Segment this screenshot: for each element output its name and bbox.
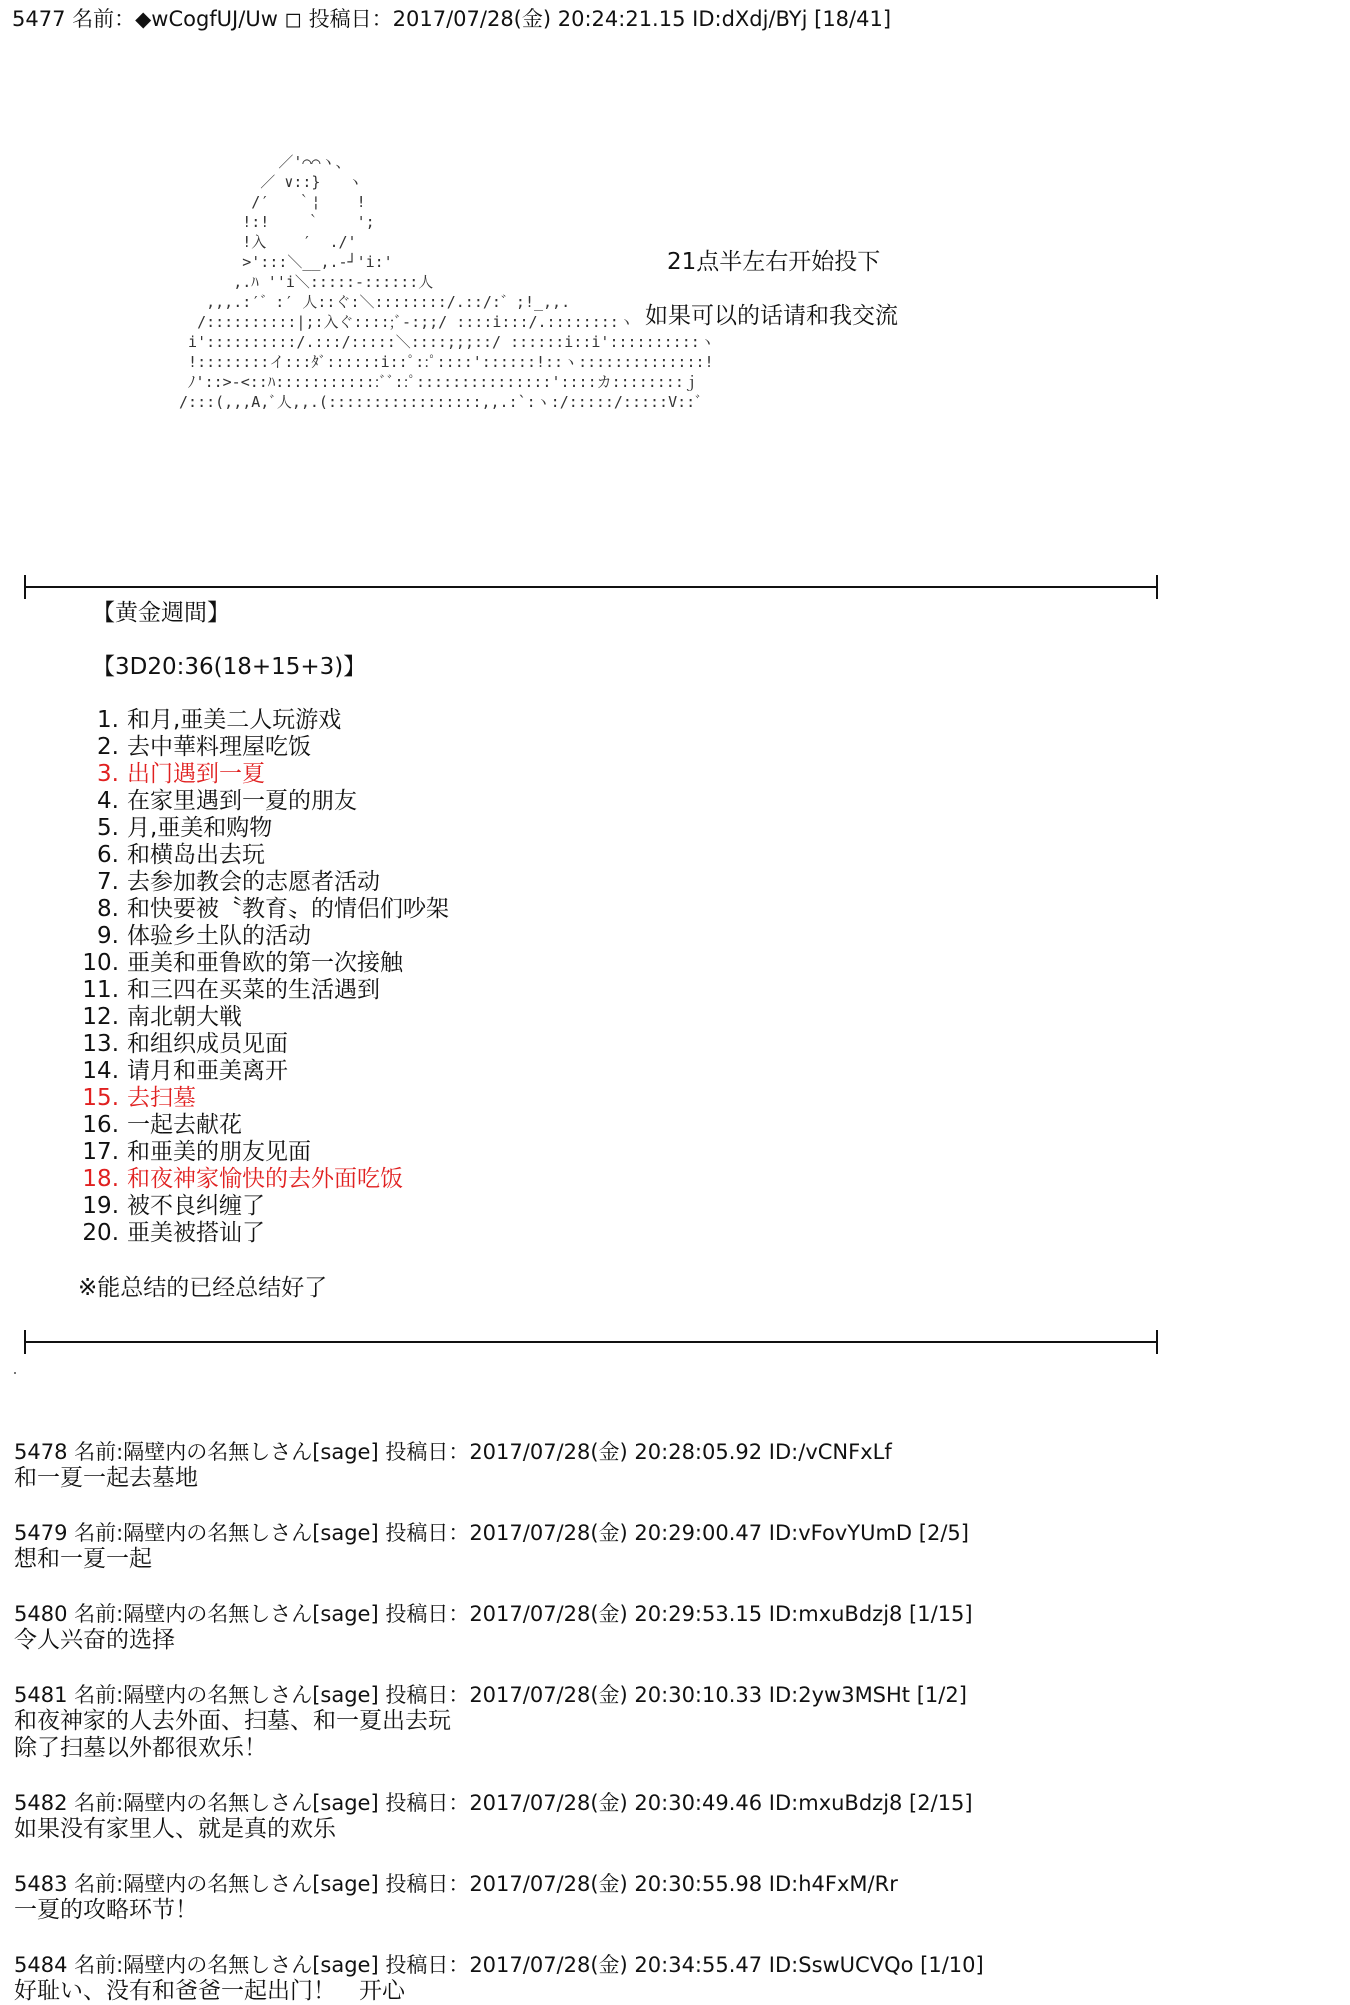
reply-5483 — [14, 1871, 898, 1924]
event-list-item — [78, 1004, 449, 1031]
event-number: 10. — [82, 950, 119, 976]
ascii-art-figure: ／'⌒⌒ヽ、 ／ ∨::} ヽ /′ ｀¦ ! !:! ｀ '; !入 ′ ./' >':::＼__,.-┘'i:' ,.ﾊ ''i＼:::::-::::::人 ,,,.:′゛:′ 人::ぐ:＼::::::::/.::/:゛;!_,,. /::::::::::|;:入ぐ::::;ﾞ-:;;/ ::::i:::/.::::::::ヽ i'::::::::::/.:::/:::::＼::::;;;::/ ::::::i::i'::::::::::ヽ !::::::::イ:::ﾀﾞ::::::i::ﾟ::ﾟ::::'::::::!::ヽ::::::::::::::! ﾉ'::>-<::ﾊ::::::::::::ﾞﾞ::ﾟ:::::::::::::::'::::カ::::::::ｊ /:::(,,,A,ﾞ人,,.(:::::::::::::::::,,.:`:ヽ:/:::::/:::::V::ﾞ — [179, 153, 715, 411]
event-list-item — [78, 950, 449, 977]
event-text: 和三四在买菜的生活遇到 — [127, 977, 380, 1003]
event-list-item — [78, 1031, 449, 1058]
event-number: 20. — [82, 1220, 119, 1246]
event-number: 11. — [82, 977, 119, 1003]
dice-result: 【3D20:36(18+15+3)】 — [92, 654, 367, 680]
reply-line: 好耻い、没有和爸爸一起出门！ 开心 — [14, 1978, 405, 2004]
event-text: 去扫墓 — [127, 1085, 196, 1111]
reply-line: 除了扫墓以外都很欢乐！ — [14, 1735, 267, 1761]
reply-header: 5479 名前:隔壁内の名無しさん[sage] 投稿日：2017/07/28(金) 20:29:00.47 ID:vFovYUmD [2/5] — [14, 1521, 969, 1545]
contact-note: 如果可以的话请和我交流 — [645, 303, 898, 329]
event-list-item — [78, 923, 449, 950]
event-list-item — [78, 1139, 449, 1166]
event-list-item — [78, 707, 449, 734]
reply-header: 5481 名前:隔壁内の名無しさん[sage] 投稿日：2017/07/28(金) 20:30:10.33 ID:2yw3MSHt [1/2] — [14, 1683, 967, 1707]
event-text: 亜美被搭讪了 — [127, 1220, 265, 1246]
event-number: 3. — [97, 761, 119, 787]
event-list-item — [78, 1193, 449, 1220]
reply-5481 — [14, 1682, 967, 1762]
event-number: 8. — [97, 896, 119, 922]
reply-5478 — [14, 1439, 892, 1492]
event-number: 6. — [97, 842, 119, 868]
event-number: 13. — [82, 1031, 119, 1057]
reply-header: 5484 名前:隔壁内の名無しさん[sage] 投稿日：2017/07/28(金) 20:34:55.47 ID:SswUCVQo [1/10] — [14, 1953, 984, 1977]
reply-line: 一夏的攻略环节！ — [14, 1897, 198, 1923]
event-number: 2. — [97, 734, 119, 760]
reply-line: 想和一夏一起 — [14, 1546, 152, 1572]
event-text: 去参加教会的志愿者活动 — [127, 869, 380, 895]
event-number: 5. — [97, 815, 119, 841]
event-number: 16. — [82, 1112, 119, 1138]
stray-dot — [14, 1372, 16, 1374]
event-text: 月,亜美和购物 — [127, 815, 273, 841]
event-list-item — [78, 977, 449, 1004]
reply-5482 — [14, 1790, 973, 1843]
event-text: 出门遇到一夏 — [127, 761, 265, 787]
event-text: 一起去献花 — [127, 1112, 242, 1138]
reply-5484 — [14, 1952, 984, 2005]
event-number: 9. — [97, 923, 119, 949]
event-list — [78, 707, 449, 1247]
event-list-item — [78, 1085, 449, 1112]
separator-bottom — [16, 1322, 1166, 1362]
event-list-item — [78, 1166, 449, 1193]
event-text: 和亜美的朋友见面 — [127, 1139, 311, 1165]
event-number: 18. — [82, 1166, 119, 1192]
event-list-item — [78, 1112, 449, 1139]
event-text: 亜美和亜鲁欧的第一次接触 — [127, 950, 403, 976]
summary-note: ※能总结的已经总结好了 — [78, 1275, 328, 1301]
event-text: 和横岛出去玩 — [127, 842, 265, 868]
event-list-item — [78, 1058, 449, 1085]
event-list-item — [78, 869, 449, 896]
event-text: 体验乡土队的活动 — [127, 923, 311, 949]
reply-5480 — [14, 1601, 973, 1654]
event-text: 和月,亜美二人玩游戏 — [127, 707, 342, 733]
section-title: 【黄金週間】 — [92, 600, 230, 626]
reply-5479 — [14, 1520, 969, 1573]
event-list-item — [78, 842, 449, 869]
schedule-note: 21点半左右开始投下 — [667, 249, 881, 275]
event-text: 被不良纠缠了 — [127, 1193, 265, 1219]
event-text: 去中華料理屋吃饭 — [127, 734, 311, 760]
event-number: 7. — [97, 869, 119, 895]
event-text: 南北朝大戦 — [127, 1004, 242, 1030]
event-list-item — [78, 788, 449, 815]
event-text: 请月和亜美离开 — [127, 1058, 288, 1084]
event-number: 12. — [82, 1004, 119, 1030]
event-text: 在家里遇到一夏的朋友 — [127, 788, 357, 814]
event-list-item — [78, 896, 449, 923]
event-number: 4. — [97, 788, 119, 814]
event-list-item — [78, 761, 449, 788]
reply-header: 5482 名前:隔壁内の名無しさん[sage] 投稿日：2017/07/28(金) 20:30:49.46 ID:mxuBdzj8 [2/15] — [14, 1791, 973, 1815]
reply-line: 和夜神家的人去外面、扫墓、和一夏出去玩 — [14, 1708, 451, 1734]
event-text: 和快要被〝教育〟的情侣们吵架 — [127, 896, 449, 922]
event-number: 14. — [82, 1058, 119, 1084]
post-5477-header: 5477 名前：◆wCogfUJ/Uw ◻ 投稿日：2017/07/28(金) 20:24:21.15 ID:dXdj/BYj [18/41] — [12, 7, 892, 31]
event-number: 19. — [82, 1193, 119, 1219]
event-number: 1. — [97, 707, 119, 733]
reply-line: 令人兴奋的选择 — [14, 1627, 175, 1653]
reply-header: 5483 名前:隔壁内の名無しさん[sage] 投稿日：2017/07/28(金) 20:30:55.98 ID:h4FxM/Rr — [14, 1872, 898, 1896]
reply-header: 5478 名前:隔壁内の名無しさん[sage] 投稿日：2017/07/28(金) 20:28:05.92 ID:/vCNFxLf — [14, 1440, 892, 1464]
event-list-item — [78, 815, 449, 842]
reply-line: 如果没有家里人、就是真的欢乐 — [14, 1816, 336, 1842]
event-list-item — [78, 734, 449, 761]
event-text: 和夜神家愉快的去外面吃饭 — [127, 1166, 403, 1192]
event-list-item — [78, 1220, 449, 1247]
reply-line: 和一夏一起去墓地 — [14, 1465, 198, 1491]
event-number: 17. — [82, 1139, 119, 1165]
event-text: 和组织成员见面 — [127, 1031, 288, 1057]
event-number: 15. — [82, 1085, 119, 1111]
reply-header: 5480 名前:隔壁内の名無しさん[sage] 投稿日：2017/07/28(金) 20:29:53.15 ID:mxuBdzj8 [1/15] — [14, 1602, 973, 1626]
